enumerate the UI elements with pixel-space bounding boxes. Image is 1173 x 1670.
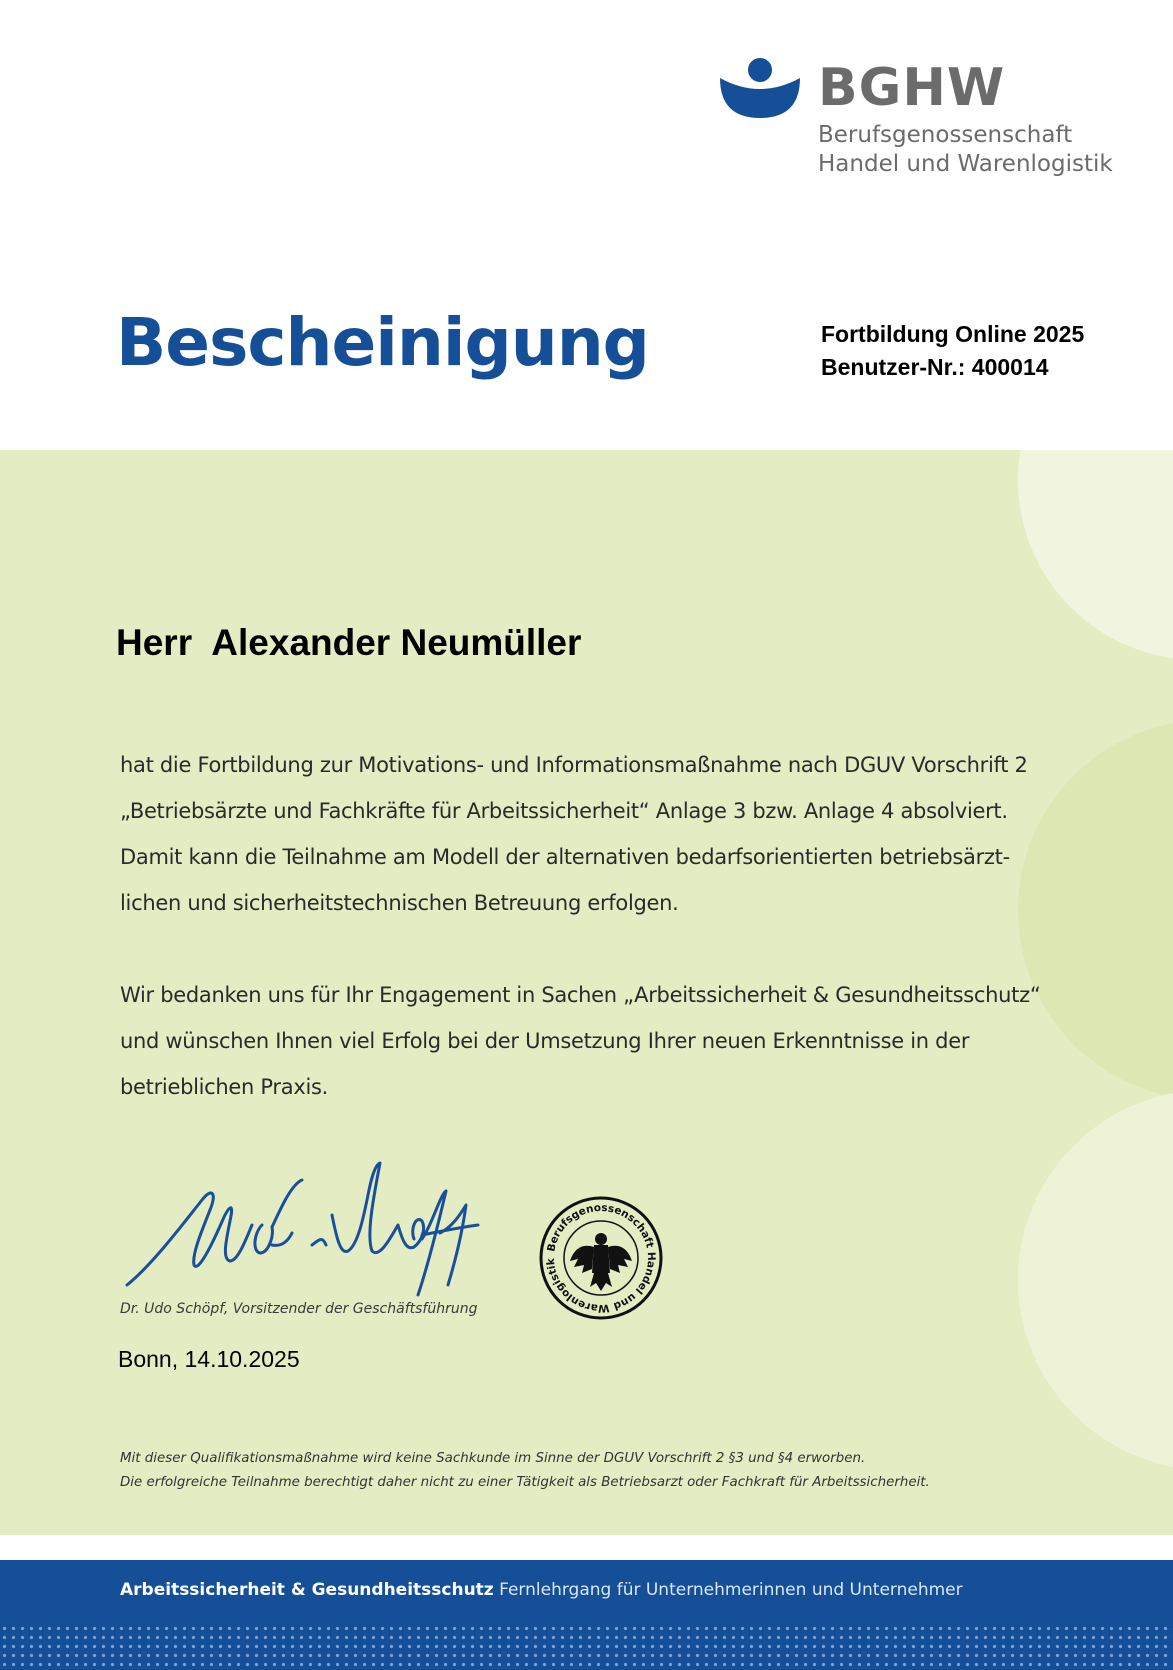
footer-text <box>120 1580 963 1600</box>
footer-dot-pattern <box>0 1624 1173 1670</box>
logo-subtitle-line2: Handel und Warenlogistik <box>818 151 1113 177</box>
disclaimer-line: Mit dieser Qualifikationsmaßnahme wird keine Sachkunde im Sinne der DGUV Vorschrift 2 §3 und §4 erworben. <box>120 1451 866 1466</box>
bghw-logo-icon <box>718 56 808 126</box>
decorative-circle <box>1018 450 1173 660</box>
disclaimer-line: Die erfolgreiche Teilnahme berechtigt daher nicht zu einer Tätigkeit als Betriebsarzt oder Fachkraft für Arbeitssicherheit. <box>120 1475 930 1490</box>
svg-text:Berufsgenossenschaft Handel un: Berufsgenossenschaft Handel und Warenlogistik <box>544 1201 658 1315</box>
logo-name: BGHW <box>818 58 1006 118</box>
paragraph-line: Damit kann die Teilnahme am Modell der alternativen bedarfsorientierten betriebsärzt- <box>120 845 1010 869</box>
official-seal-icon <box>538 1195 664 1321</box>
footer-subtitle: Fernlehrgang für Unternehmerinnen und Unternehmer <box>499 1580 963 1600</box>
paragraph-line: lichen und sicherheitstechnischen Betreuung erfolgen. <box>120 891 679 915</box>
footer-title: Arbeitssicherheit & Gesundheitsschutz <box>120 1580 494 1600</box>
bghw-logo <box>718 56 1118 186</box>
decorative-circle <box>1018 1090 1173 1470</box>
place-and-date: Bonn, 14.10.2025 <box>118 1346 300 1372</box>
footer-bar <box>0 1560 1173 1670</box>
recipient-name: Herr Alexander Neumüller <box>116 622 582 663</box>
signer-caption: Dr. Udo Schöpf, Vorsitzender der Geschäftsführung <box>120 1301 478 1317</box>
paragraph-line: Wir bedanken uns für Ihr Engagement in Sachen „Arbeitssicherheit & Gesundheitsschutz“ <box>120 983 1041 1007</box>
course-name: Fortbildung Online 2025 <box>821 321 1085 347</box>
user-number: Benutzer-Nr.: 400014 <box>821 354 1049 380</box>
handwritten-signature <box>122 1155 512 1305</box>
paragraph-thanks <box>120 972 1080 1110</box>
paragraph-completion <box>120 742 1080 926</box>
course-info <box>821 318 1084 384</box>
paragraph-line: und wünschen Ihnen viel Erfolg bei der Umsetzung Ihrer neuen Erkenntnisse in der <box>120 1029 970 1053</box>
disclaimer <box>120 1447 930 1495</box>
logo-subtitle-line1: Berufsgenossenschaft <box>818 122 1073 148</box>
paragraph-line: „Betriebsärzte und Fachkräfte für Arbeitssicherheit“ Anlage 3 bzw. Anlage 4 absolviert. <box>120 799 1008 823</box>
document-title: Bescheinigung <box>116 304 649 381</box>
paragraph-line: betrieblichen Praxis. <box>120 1075 329 1099</box>
paragraph-line: hat die Fortbildung zur Motivations- und Informationsmaßnahme nach DGUV Vorschrift 2 <box>120 753 1028 777</box>
